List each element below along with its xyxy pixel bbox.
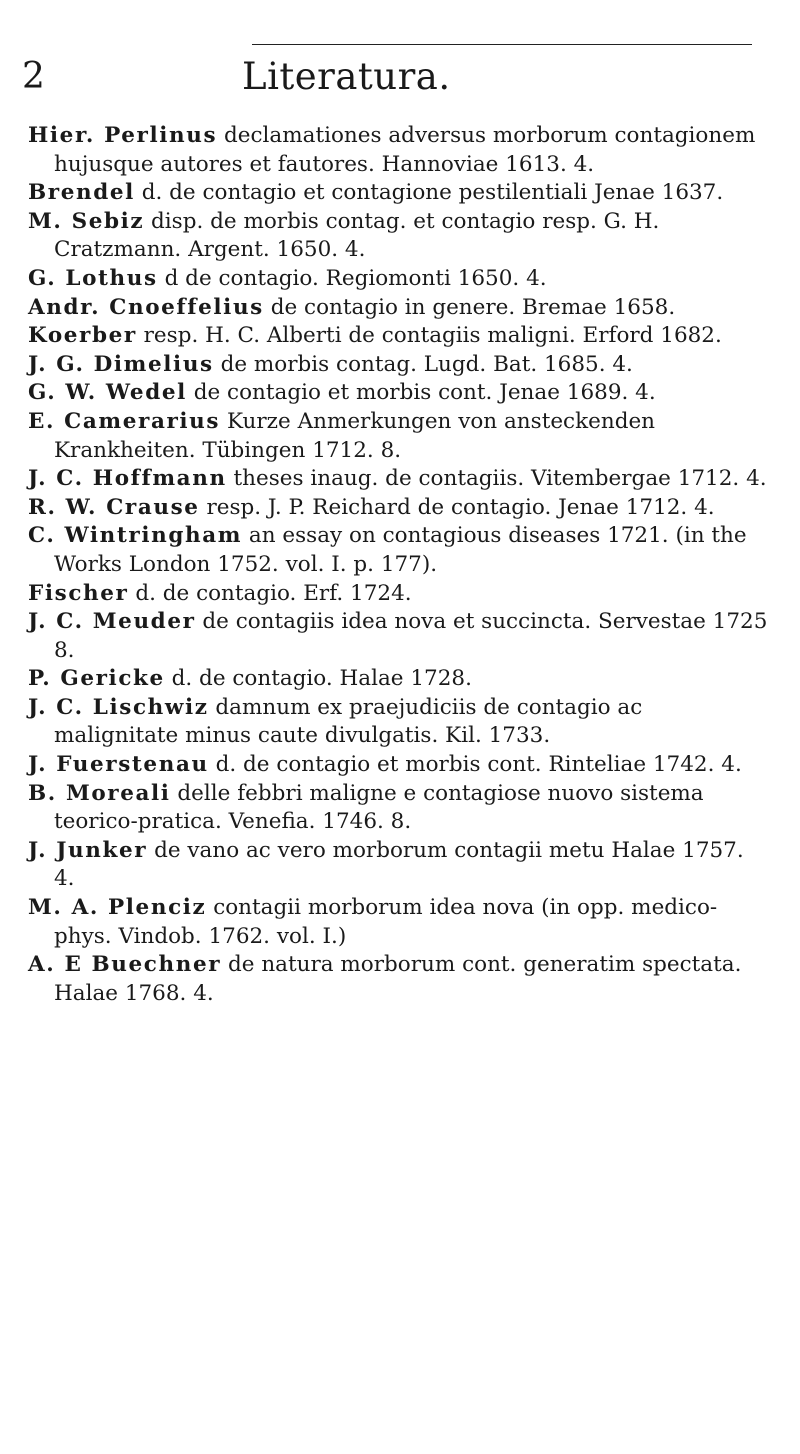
bibliography-entry xyxy=(28,837,768,894)
entry-text: de contagio et morbis cont. Jenae 1689. 4. xyxy=(193,380,656,406)
entry-author: R. W. Crause xyxy=(28,494,200,520)
bibliography-entry xyxy=(28,894,768,951)
header-rule xyxy=(252,44,752,45)
bibliography-list xyxy=(28,122,768,1008)
running-title: Literatura. xyxy=(242,55,451,98)
bibliography-entry xyxy=(28,208,768,265)
entry-text: d. de contagio et morbis cont. Rinteliae 1742. 4. xyxy=(215,752,742,778)
bibliography-entry xyxy=(28,351,768,380)
entry-text: contagii morborum idea nova (in opp. medico-phys. Vindob. 1762. vol. I.) xyxy=(54,895,718,949)
entry-text: d. de contagio. Halae 1728. xyxy=(171,666,472,692)
entry-text: de vano ac vero morborum contagii metu Halae 1757. 4. xyxy=(54,837,744,892)
entry-text: damnum ex praejudiciis de contagio ac malignitate minus caute divulgatis. Kil. 1733. xyxy=(54,694,643,749)
entry-author: Koerber xyxy=(28,323,137,349)
entry-text: de natura morborum cont. generatim spectata. Halae 1768. 4. xyxy=(54,952,742,1006)
entry-author: B. Moreali xyxy=(28,780,171,806)
entry-text: resp. H. C. Alberti de contagiis maligni. Erford 1682. xyxy=(143,323,722,349)
entry-author: J. G. Dimelius xyxy=(28,351,214,377)
bibliography-entry xyxy=(28,294,768,323)
bibliography-entry xyxy=(28,265,768,294)
bibliography-entry xyxy=(28,522,768,579)
entry-author: Brendel xyxy=(28,180,135,206)
entry-text: an essay on contagious diseases 1721. (in the Works London 1752. vol. I. p. 177). xyxy=(54,523,747,577)
bibliography-entry xyxy=(28,951,768,1008)
bibliography-entry xyxy=(28,408,768,465)
entry-author: M. Sebiz xyxy=(28,208,145,234)
entry-text: d. de contagio. Erf. 1724. xyxy=(135,580,412,606)
page-number: 2 xyxy=(22,56,45,97)
entry-author: J. Junker xyxy=(28,837,148,863)
entry-text: de contagiis idea nova et succincta. Servestae 1725 8. xyxy=(54,609,768,663)
entry-text: disp. de morbis contag. et contagio resp. G. H. Cratzmann. Argent. 1650. 4. xyxy=(54,208,660,263)
entry-author: J. C. Lischwiz xyxy=(28,694,209,720)
bibliography-entry xyxy=(28,179,768,208)
bibliography-entry xyxy=(28,694,768,751)
bibliography-entry xyxy=(28,379,768,408)
bibliography-entry xyxy=(28,494,768,523)
entry-author: M. A. Plenciz xyxy=(28,895,207,921)
bibliography-entry xyxy=(28,780,768,837)
entry-author: E. Camerarius xyxy=(28,408,221,434)
bibliography-entry xyxy=(28,465,768,494)
entry-text: d. de contagio et contagione pestilentiali Jenae 1637. xyxy=(141,180,724,206)
entry-author: G. W. Wedel xyxy=(28,380,187,406)
bibliography-entry xyxy=(28,608,768,665)
entry-text: resp. J. P. Reichard de contagio. Jenae 1712. 4. xyxy=(206,494,715,520)
entry-text: delle febbri maligne e contagiose nuovo sistema teorico-pratica. Venefia. 1746. 8. xyxy=(54,780,704,835)
entry-author: Andr. Cnoeffelius xyxy=(28,294,264,320)
entry-author: G. Lothus xyxy=(28,265,158,291)
bibliography-entry xyxy=(28,580,768,609)
entry-text: de contagio in genere. Bremae 1658. xyxy=(270,294,676,320)
entry-author: C. Wintringham xyxy=(28,523,243,549)
entry-author: J. C. Hoffmann xyxy=(28,466,227,492)
entry-text: theses inaug. de contagiis. Vitembergae 1712. 4. xyxy=(233,466,767,492)
entry-author: J. Fuerstenau xyxy=(28,752,209,778)
entry-author: P. Gericke xyxy=(28,666,165,692)
entry-text: Kurze Anmerkungen von ansteckenden Krankheiten. Tübingen 1712. 8. xyxy=(54,408,656,463)
bibliography-entry xyxy=(28,751,768,780)
entry-author: J. C. Meuder xyxy=(28,609,196,635)
entry-author: Hier. Perlinus xyxy=(28,123,218,148)
entry-text: declamationes adversus morborum contagionem hujusque autores et fautores. Hannoviae 1613. 4. xyxy=(54,123,756,177)
entry-author: A. E Buechner xyxy=(28,952,222,978)
bibliography-entry xyxy=(28,122,768,179)
entry-author: Fischer xyxy=(28,580,129,606)
bibliography-entry xyxy=(28,665,768,694)
entry-text: de morbis contag. Lugd. Bat. 1685. 4. xyxy=(220,351,633,377)
entry-text: d de contagio. Regiomonti 1650. 4. xyxy=(164,265,547,291)
bibliography-entry xyxy=(28,322,768,351)
